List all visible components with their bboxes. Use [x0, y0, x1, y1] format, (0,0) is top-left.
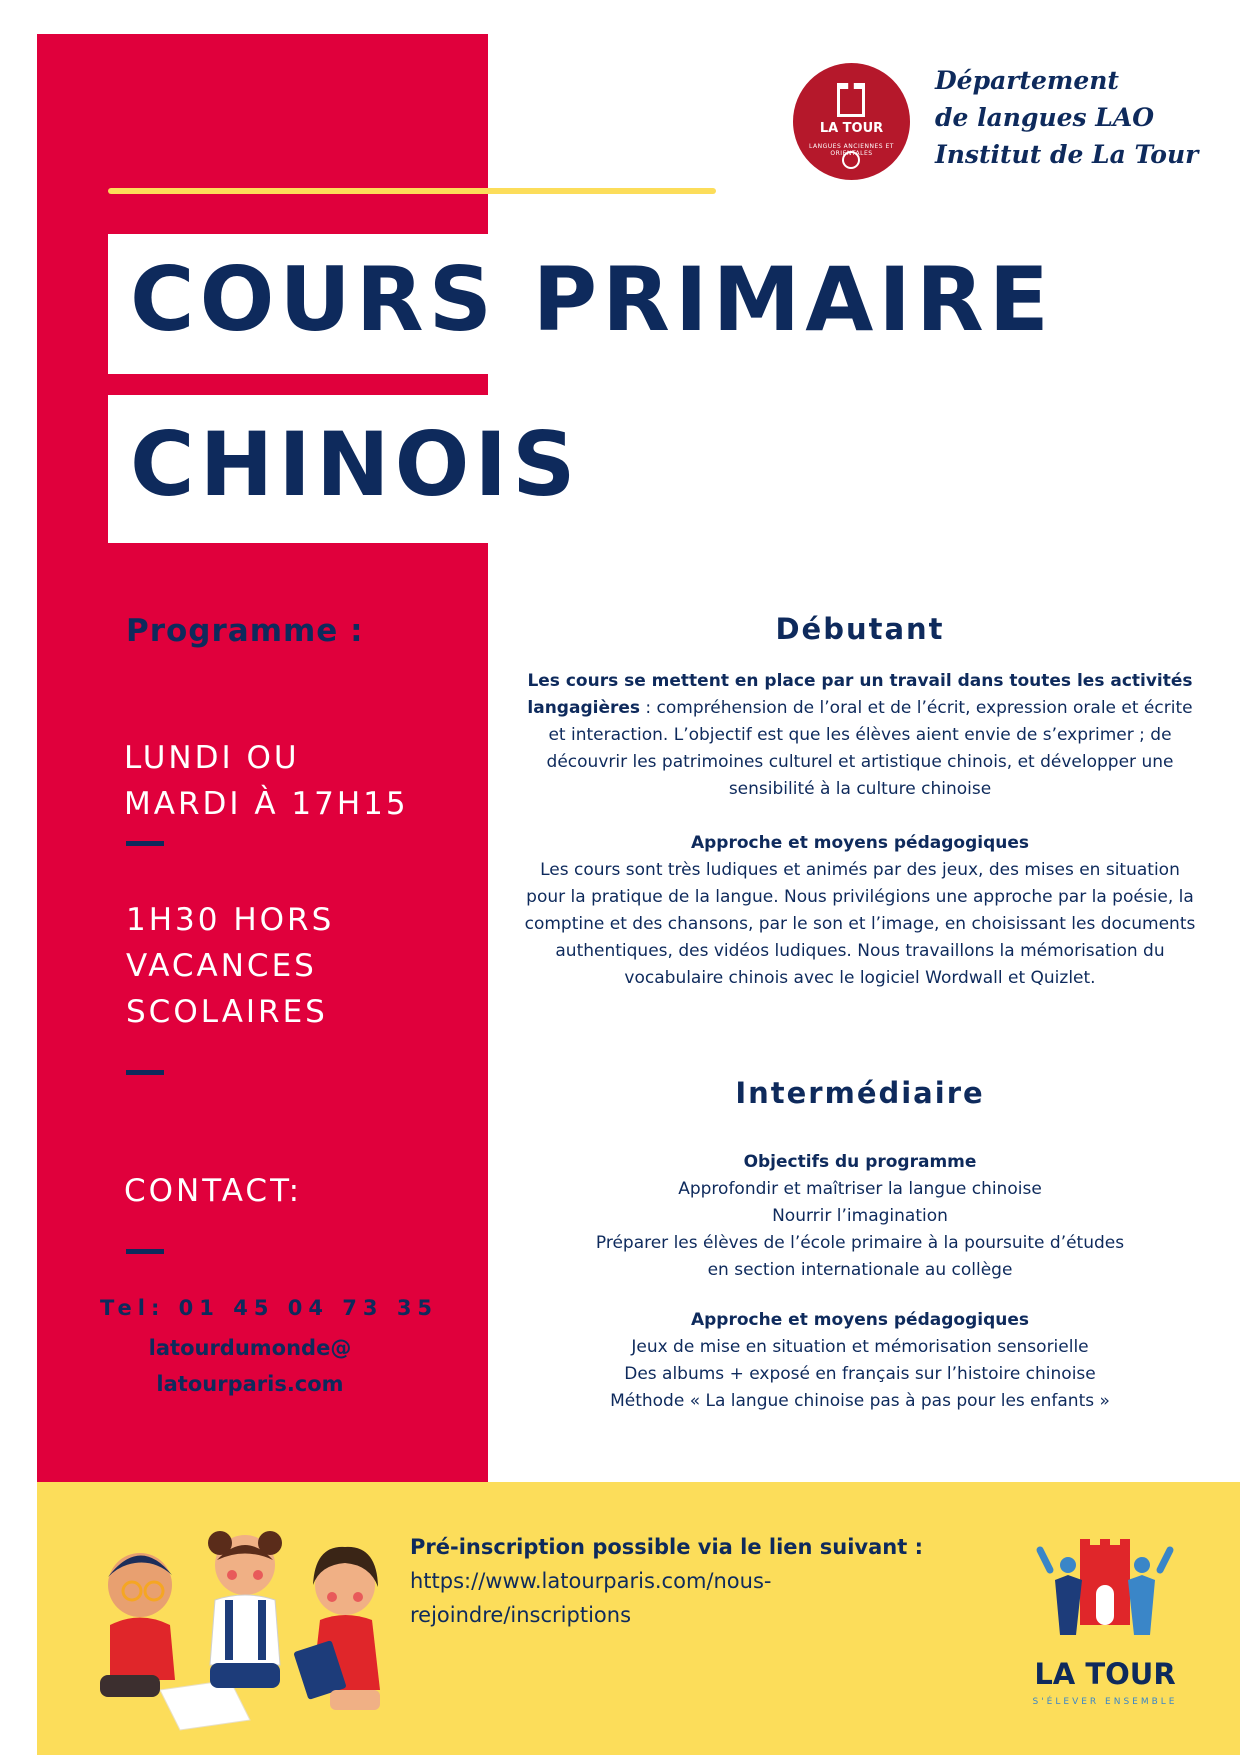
inscription-label: Pré-inscription possible via le lien suivant :	[410, 1535, 923, 1559]
dept-line-3: Institut de La Tour	[935, 140, 1199, 169]
inscription-link[interactable]: https://www.latourparis.com/nous-rejoindre/inscriptions	[410, 1569, 772, 1627]
debutant-intro	[520, 668, 1200, 803]
debutant-approach-text: Les cours sont très ludiques et animés par des jeux, des mises en situation pour la pratique de la langue. Nous privilégions une approche par la poésie, la comptine et des chansons, par le son et l’image, en choisissant les documents authentiques, des vidéos ludiques. Nous travaillons la mémorisation du vocabulaire chinois avec le logiciel Wordwall et Quizlet.	[524, 860, 1196, 988]
approach-item: Méthode « La langue chinoise pas à pas pour les enfants »	[610, 1391, 1110, 1411]
debutant-heading: Débutant	[775, 612, 945, 646]
tower-icon	[837, 83, 865, 117]
inscription-info	[410, 1530, 930, 1632]
schedule	[124, 735, 409, 827]
logo-bottom-name: LA TOUR	[1034, 1657, 1176, 1691]
email-line-2: latourparis.com	[156, 1372, 344, 1396]
department-name	[935, 62, 1235, 173]
approach-item: Jeux de mise en situation et mémorisation sensorielle	[631, 1337, 1089, 1357]
logo-name: LA TOUR	[819, 121, 884, 136]
dept-line-2: de langues LAO	[935, 103, 1155, 132]
globe-icon	[842, 151, 860, 169]
email-line-1: latourdumonde@	[148, 1336, 352, 1360]
la-tour-logo	[1030, 1535, 1210, 1735]
objective-item: Approfondir et maîtriser la langue chinoise	[678, 1179, 1042, 1199]
duration-line-1: 1H30 HORS	[126, 902, 335, 938]
lao-department-logo	[793, 63, 910, 180]
title-line-2: CHINOIS	[130, 413, 581, 516]
divider-bar	[126, 1070, 164, 1075]
objectives-heading: Objectifs du programme	[743, 1152, 977, 1172]
objective-item: en section internationale au collège	[707, 1260, 1013, 1280]
divider-bar	[126, 841, 164, 846]
debutant-approach-heading: Approche et moyens pédagogiques	[690, 833, 1029, 853]
debutant-intro-rest: : compréhension de l’oral et de l’écrit, expression orale et écrite et interaction. L’objectif est que les élèves aient envie de s’exprimer ; de découvrir les patrimoines culturel et artistique chinois, et développer une sensibilité à la culture chinoise	[546, 698, 1193, 799]
schedule-line-2: MARDI À 17H15	[124, 786, 409, 822]
intermediaire-approach	[520, 1307, 1200, 1415]
inter-approach-heading: Approche et moyens pédagogiques	[690, 1310, 1029, 1330]
tower-people-icon	[1030, 1535, 1180, 1655]
objective-item: Nourrir l’imagination	[772, 1206, 948, 1226]
programme-heading: Programme :	[126, 613, 364, 649]
phone-number[interactable]: Tel: 01 45 04 73 35	[100, 1296, 439, 1320]
title-box-1	[108, 234, 1080, 374]
title-line-1: COURS PRIMAIRE	[130, 248, 1054, 351]
logo-arc-text: LANGUES ANCIENNES ET ORIENTALES	[809, 143, 894, 157]
yellow-accent-line	[108, 188, 716, 194]
intermediaire-heading: Intermédiaire	[735, 1076, 985, 1110]
objective-item: Préparer les élèves de l’école primaire à la poursuite d’études	[595, 1233, 1125, 1253]
email-address[interactable]	[100, 1330, 400, 1402]
duration	[126, 897, 334, 1035]
children-illustration	[80, 1515, 410, 1735]
title-box-2	[108, 395, 688, 543]
debutant-approach	[520, 830, 1200, 992]
duration-line-3: SCOLAIRES	[126, 994, 328, 1030]
divider-bar	[126, 1249, 164, 1254]
dept-line-1: Département	[935, 66, 1119, 95]
debutant-intro-bold: Les cours se mettent en place par un travail dans toutes les activités langagières	[527, 671, 1193, 718]
intermediaire-objectives	[520, 1149, 1200, 1284]
approach-item: Des albums + exposé en français sur l’histoire chinoise	[624, 1364, 1096, 1384]
duration-line-2: VACANCES	[126, 948, 317, 984]
logo-tagline: S'ÉLEVER ENSEMBLE	[1032, 1697, 1178, 1707]
contact-heading: CONTACT:	[124, 1173, 303, 1209]
schedule-line-1: LUNDI OU	[124, 740, 300, 776]
